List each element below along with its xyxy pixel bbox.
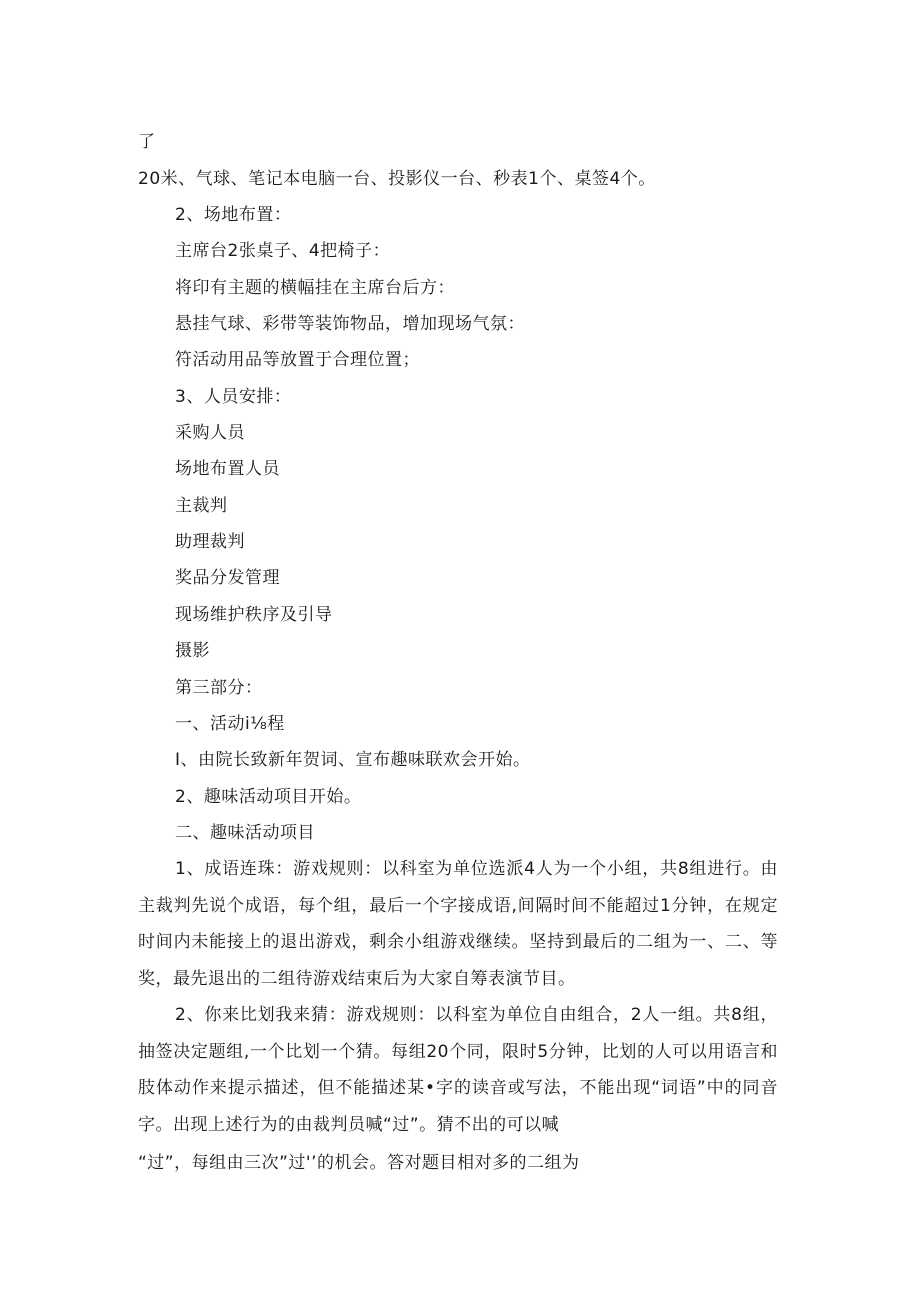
- text-line: 将印有主题的横幅挂在主席台后方：: [175, 278, 455, 298]
- text-line: 2、趣味活动项目开始。: [175, 787, 362, 807]
- text-line: 20米、气球、笔记本电脑一台、投影仪一台、秒表1个、桌签4个。: [138, 169, 656, 189]
- section-heading: 一、活动i⅛程: [175, 714, 285, 734]
- text-line: “过”，每组由三次”过'’的机会。答对题目相对多的二组为: [138, 1153, 580, 1173]
- text-line: 了: [138, 132, 156, 152]
- list-item: 采购人员: [175, 423, 245, 443]
- section-heading: 二、趣味活动项目: [175, 823, 315, 843]
- list-item: 助理裁判: [175, 532, 245, 552]
- section-heading: 3、人员安排：: [175, 387, 292, 407]
- paragraph-idiom-chain: 1、成语连珠：游戏规则：以科室为单位选派4人为一个小组，共8组进行。由主裁判先说个成语，每个组，最后一个字接成语,间隔时间不能超过1分钟，在规定时间内未能接上的退出游戏，剩余小组游戏继续。坚持到最后的二组为一、二、等奖，最先退出的二组待游戏结束后为大家自筹表演节目。: [138, 859, 778, 989]
- list-item: 现场维护秩序及引导: [175, 605, 333, 625]
- text-line: I、由院长致新年贺词、宣布趣味联欢会开始。: [175, 750, 531, 770]
- text-line: 主席台2张桌子、4把椅子：: [175, 241, 391, 261]
- section-heading: 第三部分：: [175, 678, 263, 698]
- text-line: 符活动用品等放置于合理位置；: [175, 350, 420, 370]
- list-item: 场地布置人员: [175, 459, 280, 479]
- paragraph-charades: 2、你来比划我来猜：游戏规则：以科室为单位自由组合，2人一组。共8组，抽签决定题组,一个比划一个猜。每组20个同，限时5分钟，比划的人可以用语言和肢体动作来提示描述，但不能描述某•字的读音或写法，不能出现“词语”中的同音字。出现上述行为的由裁判员喊“过”。猜不出的可以喊: [138, 1005, 778, 1135]
- section-heading: 2、场地布置：: [175, 205, 292, 225]
- list-item: 摄影: [175, 641, 210, 661]
- text-line: 悬挂气球、彩带等装饰物品，增加现场气氛：: [175, 314, 525, 334]
- list-item: 主裁判: [175, 496, 228, 516]
- list-item: 奖品分发管理: [175, 568, 280, 588]
